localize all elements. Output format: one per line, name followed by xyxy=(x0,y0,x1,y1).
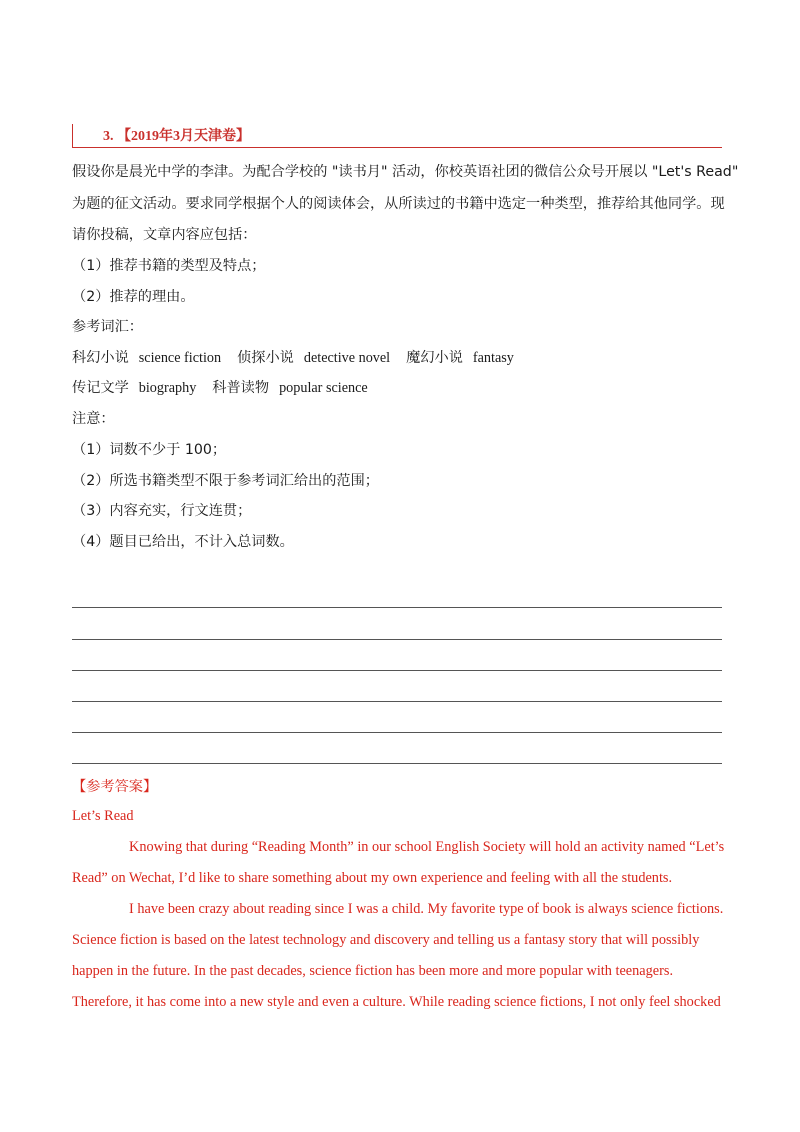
answer-label: 【参考答案】 xyxy=(72,779,158,795)
vocabulary-label: 参考词汇： xyxy=(72,319,143,335)
note-item: （1）词数不少于 100； xyxy=(72,442,227,458)
prompt-line: 假设你是晨光中学的李津。为配合学校的 "读书月" 活动，你校英语社团的微信公众号开展以 "Let's Read" xyxy=(72,164,739,180)
answer-line: Science fiction is based on the latest technology and discovery and telling us a fantasy story that will possibly xyxy=(72,932,700,948)
answer-line: Therefore, it has come into a new style and even a culture. While reading science fictions, I not only feel shocked xyxy=(72,994,721,1010)
prompt-point: （1）推荐书籍的类型及特点； xyxy=(72,258,266,274)
answer-line: Read” on Wechat, I’d like to share something about my own experience and feeling with all the students. xyxy=(72,870,673,886)
vocabulary-row xyxy=(72,348,514,368)
vocabulary-row xyxy=(72,378,368,398)
question-header-text xyxy=(103,125,250,145)
vocab-en: science fiction xyxy=(138,350,222,366)
note-item: （4）题目已给出，不计入总词数。 xyxy=(72,534,294,550)
vocab-en: biography xyxy=(138,380,197,396)
writing-line xyxy=(72,670,722,671)
writing-line xyxy=(72,701,722,702)
prompt-line: 为题的征文活动。要求同学根据个人的阅读体会，从所读过的书籍中选定一种类型，推荐给其他同学。现 xyxy=(72,196,725,212)
vocab-zh: 传记文学 xyxy=(72,380,129,396)
notes-label: 注意： xyxy=(72,411,115,427)
vocab-zh: 科普读物 xyxy=(212,380,270,396)
prompt-point: （2）推荐的理由。 xyxy=(72,289,195,305)
answer-title: Let’s Read xyxy=(72,808,134,824)
vocab-zh: 侦探小说 xyxy=(237,350,294,366)
question-number: 3. xyxy=(103,129,114,144)
question-source: 【2019年3月天津卷】 xyxy=(117,129,250,144)
writing-line xyxy=(72,639,722,640)
writing-line xyxy=(72,763,722,764)
answer-line: happen in the future. In the past decades, science fiction has been more and more popular with teenagers. xyxy=(72,963,674,979)
vocab-en: detective novel xyxy=(303,350,391,366)
note-item: （3）内容充实，行文连贯； xyxy=(72,503,252,519)
note-item: （2）所选书籍类型不限于参考词汇给出的范围； xyxy=(72,473,379,489)
answer-line: I have been crazy about reading since I was a child. My favorite type of book is always science fictions. xyxy=(129,901,724,917)
vocab-zh: 魔幻小说 xyxy=(406,350,463,366)
prompt-line: 请你投稿，文章内容应包括： xyxy=(72,227,257,243)
writing-line xyxy=(72,607,722,608)
question-header xyxy=(72,124,722,148)
answer-line: Knowing that during “Reading Month” in our school English Society will hold an activity named “Let’s xyxy=(129,839,725,855)
writing-line xyxy=(72,732,722,733)
vocab-en: popular science xyxy=(279,380,368,396)
vocab-en: fantasy xyxy=(472,350,514,366)
vocab-zh: 科幻小说 xyxy=(72,350,129,366)
